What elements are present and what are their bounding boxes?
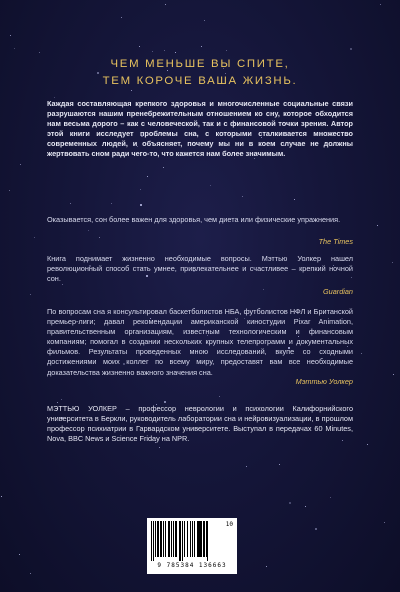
star bbox=[305, 506, 306, 507]
star bbox=[263, 289, 264, 290]
star bbox=[14, 48, 15, 49]
barcode-bar bbox=[203, 521, 205, 557]
star bbox=[246, 466, 247, 467]
star bbox=[111, 203, 112, 204]
star bbox=[242, 196, 243, 197]
star bbox=[380, 4, 381, 5]
star bbox=[164, 401, 166, 403]
star bbox=[140, 189, 141, 190]
star bbox=[315, 528, 317, 530]
headline-line-2: ТЕМ КОРОЧЕ ВАША ЖИЗНЬ. bbox=[102, 75, 298, 87]
star bbox=[165, 4, 166, 5]
barcode-bar bbox=[198, 521, 200, 557]
star bbox=[121, 17, 122, 18]
barcode-bar bbox=[160, 521, 162, 557]
star bbox=[201, 46, 202, 47]
star bbox=[147, 176, 148, 177]
star bbox=[30, 294, 31, 295]
star bbox=[367, 444, 368, 445]
author-bio: МЭТТЬЮ УОЛКЕР – профессор неврологии и психологии Калифорнийского университета в Беркли, руководитель лаборатории сна и нейровизуализации, в прошлом профессор психиатрии в Гарвардском университете. Выступал в передачах 60 Minutes, Nova, BBC News и Science Friday на NPR. bbox=[47, 404, 353, 444]
star bbox=[210, 185, 211, 186]
star bbox=[9, 190, 10, 191]
barcode-bar bbox=[194, 521, 195, 557]
star bbox=[10, 35, 11, 36]
star bbox=[30, 573, 31, 574]
quote-source-author: Мэттью Уолкер bbox=[295, 377, 353, 386]
star bbox=[57, 402, 58, 403]
barcode-bar bbox=[171, 521, 172, 557]
intro-paragraph: Каждая составляющая крепкого здоровья и многочисленные социальные связи разрушаются нашим пренебрежительным отношением ко сну, которое обходится нам весьма дорого – как с человеческой, так и с финансовой точки зрения. Автор этой книги исследует проблемы сна, с которыми сталкивается множество современных людей, и объясняет, почему мы ни в коем случае не должны жертвовать сном ради чего-то, что кажется нам более значимым. bbox=[47, 99, 353, 159]
star bbox=[361, 353, 362, 354]
quote-source-times: The Times bbox=[318, 237, 353, 246]
star bbox=[39, 52, 40, 53]
star bbox=[34, 237, 35, 238]
barcode-bar bbox=[153, 521, 154, 561]
barcode-bar bbox=[207, 521, 208, 561]
isbn-barcode bbox=[147, 518, 237, 574]
headline-line-1: ЧЕМ МЕНЬШЕ ВЫ СПИТЕ, bbox=[110, 58, 290, 70]
star bbox=[1, 496, 2, 497]
star bbox=[279, 464, 280, 465]
star bbox=[294, 199, 295, 200]
barcode-supplement: 10 bbox=[225, 521, 233, 528]
barcode-bar bbox=[168, 521, 170, 557]
star bbox=[163, 167, 164, 168]
star bbox=[204, 20, 205, 21]
star bbox=[140, 204, 142, 206]
star bbox=[393, 374, 394, 375]
barcode-bar bbox=[187, 521, 188, 557]
quote-source-guardian: Guardian bbox=[322, 287, 353, 296]
star bbox=[159, 447, 160, 448]
star bbox=[226, 50, 227, 51]
star bbox=[266, 566, 267, 567]
barcode-bar bbox=[157, 521, 159, 557]
star bbox=[99, 237, 100, 238]
star bbox=[392, 262, 393, 263]
star bbox=[289, 502, 291, 504]
star bbox=[61, 399, 62, 400]
star bbox=[139, 46, 140, 47]
star bbox=[152, 51, 153, 52]
quote-guardian: Книга поднимает жизненно необходимые вопросы. Мэттью Уолкер нашел революционный способ стать умнее, привлекательнее и счастливее – крепкий ночной сон. bbox=[47, 254, 353, 284]
star bbox=[330, 497, 331, 498]
star bbox=[384, 522, 385, 523]
quote-times: Оказывается, сон более важен для здоровья, чем диета или физические упражнения. bbox=[47, 215, 341, 224]
barcode-number: 9 785384 136663 bbox=[157, 562, 227, 569]
barcode-bar bbox=[192, 521, 194, 557]
star bbox=[219, 396, 220, 397]
star bbox=[175, 52, 176, 53]
headline bbox=[0, 56, 400, 90]
star bbox=[131, 90, 132, 91]
quote-author: По вопросам сна я консультировал баскетболистов НБА, футболистов НФЛ и Британской премьер-лиги; давал рекомендации американской киностудии Pixar Animation, правительственным организациям, известным технологическим и финансовым компаниям; помогал в создании нескольких крупных телепрограмм и документальных фильмов. Результаты проведенных мною исследований, вкупе со сходными достижениями моих коллег по всему миру, предоставят вам все необходимые доказательства жизненно важного значения сна. bbox=[47, 307, 353, 377]
barcode-bar bbox=[179, 521, 181, 561]
barcode-bar bbox=[165, 521, 166, 557]
star bbox=[350, 48, 352, 50]
star bbox=[377, 225, 378, 226]
star bbox=[54, 97, 55, 98]
star bbox=[164, 50, 165, 51]
star bbox=[19, 554, 20, 555]
barcode-bar bbox=[176, 521, 177, 557]
star bbox=[88, 230, 89, 231]
barcode-bar bbox=[184, 521, 186, 557]
star bbox=[70, 203, 71, 204]
star bbox=[20, 164, 21, 165]
barcode-bars bbox=[151, 521, 233, 561]
